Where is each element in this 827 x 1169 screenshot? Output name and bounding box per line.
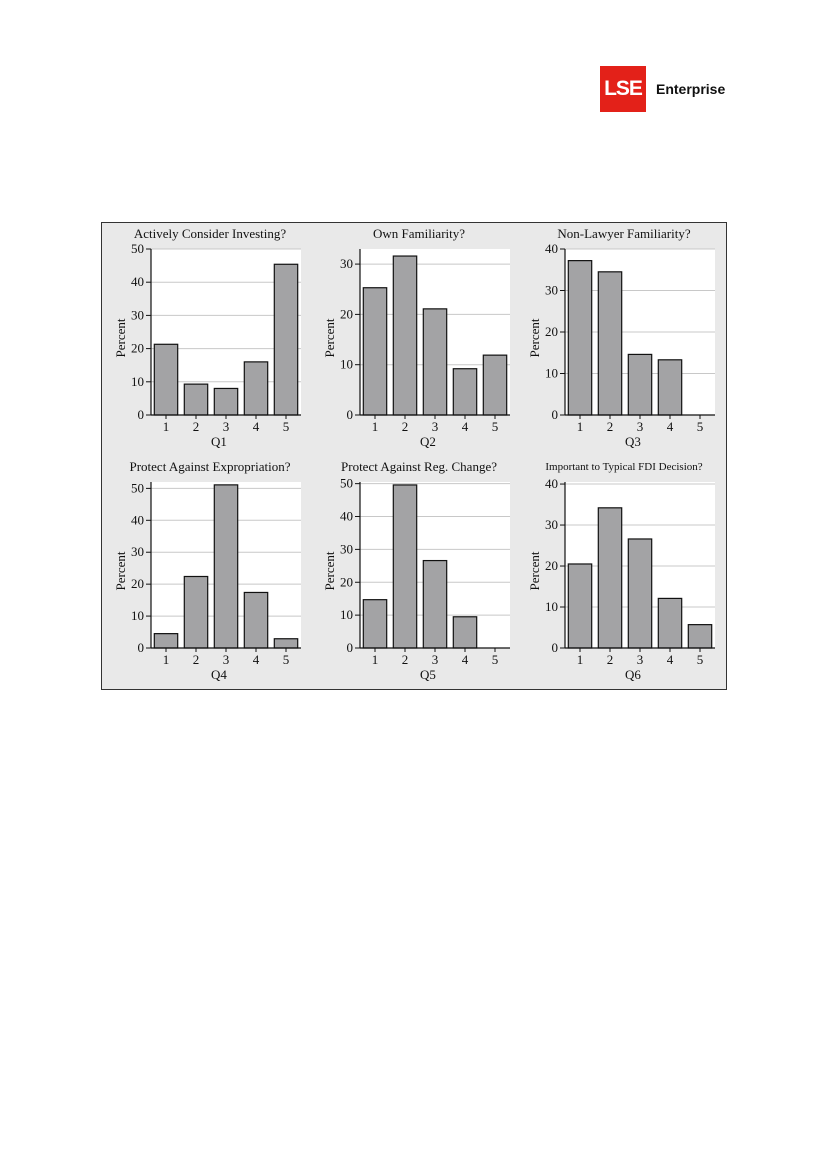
x-tick-label: 3	[636, 419, 644, 434]
bar-2	[393, 485, 416, 648]
x-tick-label: 5	[282, 419, 290, 434]
y-tick-label: 0	[137, 407, 144, 422]
y-tick-label: 50	[131, 241, 144, 256]
x-tick-label: 3	[222, 419, 230, 434]
bar-3	[214, 388, 237, 415]
chart-panel-q2	[315, 223, 523, 455]
y-tick-label: 20	[545, 324, 558, 339]
bar-4	[658, 598, 681, 648]
x-tick-label: 3	[222, 652, 230, 667]
y-axis-label: Percent	[322, 318, 337, 358]
x-axis-label: Q1	[211, 434, 227, 449]
y-tick-label: 10	[340, 356, 353, 372]
x-tick-label: 5	[696, 652, 704, 667]
bar-2	[598, 508, 621, 648]
x-tick-label: 3	[431, 419, 439, 434]
y-axis-label: Percent	[113, 551, 128, 591]
lse-logo-mark: LSE	[600, 66, 646, 112]
y-tick-label: 30	[131, 544, 144, 560]
x-axis-label: Q4	[211, 667, 227, 682]
bar-5	[274, 639, 297, 648]
y-tick-label: 0	[137, 640, 144, 655]
chart-title: Important to Typical FDI Decision?	[545, 461, 703, 473]
y-axis-label: Percent	[322, 551, 337, 591]
y-tick-label: 50	[340, 475, 353, 491]
y-tick-label: 10	[131, 373, 144, 389]
y-tick-label: 50	[131, 480, 144, 496]
chart-title: Protect Against Reg. Change?	[341, 459, 497, 474]
bar-3	[423, 561, 446, 648]
y-tick-label: 40	[545, 241, 558, 256]
y-tick-label: 20	[131, 576, 144, 592]
y-axis-label: Percent	[527, 551, 542, 591]
x-tick-label: 4	[666, 652, 674, 667]
y-tick-label: 10	[131, 608, 144, 624]
bar-5	[688, 625, 711, 648]
y-tick-label: 0	[346, 407, 353, 422]
bar-1	[568, 564, 591, 648]
y-tick-label: 10	[340, 607, 353, 623]
chart-panel-q5	[315, 456, 523, 688]
chart-svg	[315, 456, 523, 688]
x-tick-label: 5	[491, 652, 499, 667]
y-tick-label: 0	[551, 407, 558, 422]
y-tick-label: 20	[340, 306, 353, 322]
x-tick-label: 1	[576, 419, 584, 434]
chart-title: Non-Lawyer Familiarity?	[557, 226, 691, 241]
chart-panel-q6	[520, 456, 728, 688]
x-tick-label: 5	[696, 419, 704, 434]
x-axis-label: Q3	[625, 434, 641, 449]
y-axis-label: Percent	[113, 318, 128, 358]
y-tick-label: 40	[340, 508, 353, 524]
y-tick-label: 0	[551, 640, 558, 655]
y-tick-label: 20	[131, 340, 144, 356]
chart-svg	[315, 223, 523, 455]
bar-4	[453, 617, 476, 648]
lse-enterprise-logo	[600, 66, 725, 112]
chart-svg	[106, 223, 314, 455]
x-tick-label: 2	[606, 419, 614, 434]
bar-5	[483, 355, 506, 415]
x-tick-label: 5	[491, 419, 499, 434]
y-tick-label: 20	[340, 574, 353, 590]
x-tick-label: 2	[401, 419, 409, 434]
bar-2	[184, 384, 207, 415]
x-tick-label: 1	[576, 652, 584, 667]
x-axis-label: Q6	[625, 667, 641, 682]
bar-4	[244, 362, 267, 415]
bar-4	[244, 592, 267, 648]
bar-5	[274, 264, 297, 415]
x-tick-label: 2	[606, 652, 614, 667]
bar-4	[658, 360, 681, 415]
bar-1	[568, 261, 591, 415]
x-tick-label: 4	[252, 419, 260, 434]
bar-2	[393, 256, 416, 415]
chart-svg	[520, 223, 728, 455]
chart-title: Protect Against Expropriation?	[129, 459, 291, 474]
x-tick-label: 4	[252, 652, 260, 667]
survey-figure	[101, 222, 727, 690]
bar-3	[423, 309, 446, 415]
x-tick-label: 2	[192, 419, 200, 434]
bar-2	[598, 272, 621, 415]
chart-panel-q4	[106, 456, 314, 688]
logo-text: Enterprise	[656, 81, 726, 97]
y-tick-label: 20	[545, 558, 558, 574]
y-tick-label: 30	[340, 256, 353, 272]
x-tick-label: 1	[162, 652, 170, 667]
chart-panel-q1	[106, 223, 314, 455]
y-tick-label: 40	[131, 512, 144, 528]
bar-1	[154, 634, 177, 648]
x-tick-label: 3	[636, 652, 644, 667]
x-tick-label: 5	[282, 652, 290, 667]
x-tick-label: 1	[371, 419, 379, 434]
y-tick-label: 30	[340, 541, 353, 557]
bar-2	[184, 576, 207, 648]
bar-3	[628, 539, 651, 648]
bar-3	[628, 354, 651, 415]
x-tick-label: 2	[401, 652, 409, 667]
bar-3	[214, 485, 237, 648]
y-tick-label: 10	[545, 365, 558, 381]
y-tick-label: 30	[545, 282, 558, 298]
x-tick-label: 1	[371, 652, 379, 667]
x-tick-label: 1	[162, 419, 170, 434]
y-axis-label: Percent	[527, 318, 542, 358]
bar-4	[453, 369, 476, 415]
chart-title: Own Familiarity?	[372, 226, 466, 241]
chart-svg	[106, 456, 314, 688]
x-tick-label: 4	[461, 652, 469, 667]
y-tick-label: 0	[346, 640, 353, 655]
y-tick-label: 10	[545, 599, 558, 615]
bar-1	[154, 344, 177, 415]
y-tick-label: 30	[131, 307, 144, 323]
bar-1	[363, 288, 386, 415]
y-tick-label: 30	[545, 517, 558, 533]
x-tick-label: 4	[666, 419, 674, 434]
x-axis-label: Q2	[420, 434, 436, 449]
x-axis-label: Q5	[420, 667, 436, 682]
chart-svg	[520, 456, 728, 688]
y-tick-label: 40	[545, 476, 558, 492]
bar-1	[363, 600, 386, 648]
chart-panel-q3	[520, 223, 728, 455]
x-tick-label: 4	[461, 419, 469, 434]
y-tick-label: 40	[131, 274, 144, 290]
x-tick-label: 2	[192, 652, 200, 667]
chart-title: Actively Consider Investing?	[133, 226, 287, 241]
x-tick-label: 3	[431, 652, 439, 667]
